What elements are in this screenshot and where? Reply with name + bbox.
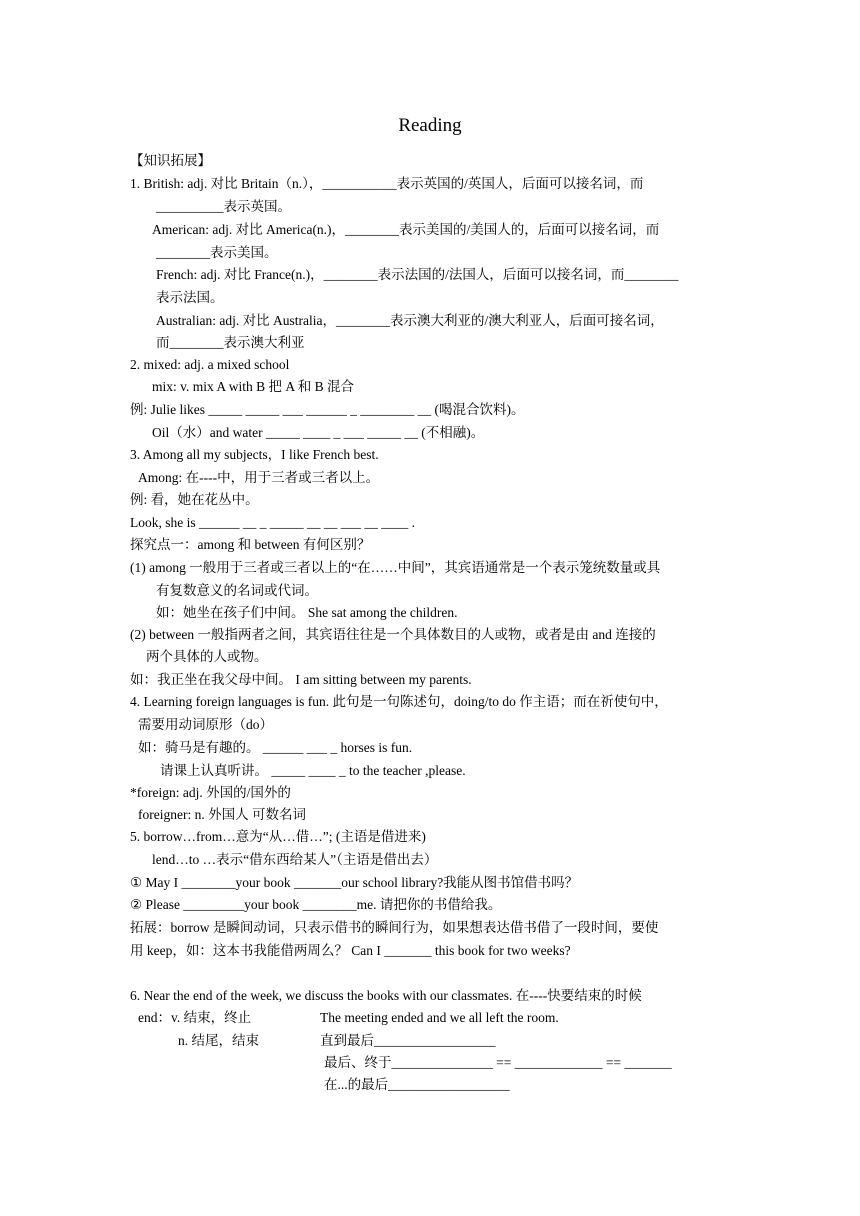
text-line: (1) among 一般用于三者或三者以上的“在……中间”，其宾语通常是一个表示笼统数量或具 — [130, 560, 661, 575]
text-line: lend…to …表示“借东西给某人”（主语是借出去） — [152, 852, 438, 867]
text-line: Look, she is ______ __ _ _____ __ __ ___ __ ____ . — [130, 515, 415, 530]
page-title: Reading — [398, 115, 462, 136]
text-line: 如：我正坐在我父母中间。 I am sitting between my parents. — [130, 672, 472, 687]
text-line: 两个具体的人或物。 — [146, 649, 268, 664]
section-heading: 【知识拓展】 — [130, 153, 211, 168]
text-line: ① May I ________your book _______our school library?我能从图书馆借书吗？ — [130, 875, 579, 890]
text-line: 表示法国。 — [156, 290, 224, 305]
text-line: end：v. 结束，终止 — [138, 1010, 252, 1025]
text-line: ② Please _________your book ________me. 请把你的书借给我。 — [130, 897, 502, 912]
text-line: 例: 看，她在花丛中。 — [130, 492, 259, 507]
text-line: Among: 在----中，用于三者或三者以上。 — [138, 470, 380, 485]
text-line: 用 keep，如：这本书我能借两周么？ Can I _______ this book for two weeks? — [130, 943, 571, 958]
text-line: 需要用动词原形（do） — [138, 717, 273, 732]
text-line: 5. borrow…from…意为“从…借…”; (主语是借进来) — [130, 829, 426, 844]
text-line: __________表示英国。 — [156, 199, 291, 214]
text-line: 而________表示澳大利亚 — [156, 335, 305, 350]
text-line: 如：她坐在孩子们中间。 She sat among the children. — [156, 605, 458, 620]
text-line: 探究点一：among 和 between 有何区别？ — [130, 537, 371, 552]
text-line: 6. Near the end of the week, we discuss the books with our classmates. 在----快要结束的时候 — [130, 988, 642, 1003]
text-line: 最后、终于_______________ == _____________ == _______ — [324, 1055, 672, 1070]
text-line: 例: Julie likes _____ _____ ___ ______ _ ________ __ (喝混合饮料)。 — [130, 402, 525, 417]
text-line: 请课上认真听讲。 _____ ____ _ to the teacher ,please. — [160, 763, 466, 778]
text-line: 在...的最后__________________ — [324, 1077, 510, 1092]
text-line: n. 结尾，结束 — [178, 1033, 259, 1048]
text-line: 直到最后__________________ — [320, 1033, 496, 1048]
text-line: *foreign: adj. 外国的/国外的 — [130, 785, 291, 800]
text-line: mix: v. mix A with B 把 A 和 B 混合 — [152, 379, 355, 394]
text-line: (2) between 一般指两者之间，其宾语往往是一个具体数目的人或物，或者是由 and 连接的 — [130, 627, 656, 642]
text-line: 有复数意义的名词或代词。 — [156, 583, 318, 598]
text-line: 1. British: adj. 对比 Britain（n.），___________表示英国的/英国人，后面可以接名词，而 — [130, 176, 644, 191]
text-line: American: adj. 对比 America(n.)，________表示美国的/美国人的，后面可以接名词，而 — [152, 222, 660, 237]
text-line: 2. mixed: adj. a mixed school — [130, 357, 290, 372]
text-line: Oil（水）and water _____ ____ _ ___ _____ __ (不相融)。 — [152, 425, 485, 440]
text-line: foreigner: n. 外国人 可数名词 — [138, 807, 306, 822]
text-line: French: adj. 对比 France(n.)，________表示法国的/法国人，后面可以接名词，而________ — [156, 267, 679, 282]
text-line: 4. Learning foreign languages is fun. 此句是一句陈述句，doing/to do 作主语；而在祈使句中， — [130, 694, 668, 709]
text-line: Australian: adj. 对比 Australia，________表示澳大利亚的/澳大利亚人，后面可接名词， — [156, 313, 664, 328]
text-line: 3. Among all my subjects，I like French best. — [130, 447, 379, 462]
text-line: The meeting ended and we all left the room. — [320, 1010, 559, 1025]
text-line: 拓展：borrow 是瞬间动词，只表示借书的瞬间行为，如果想表达借书借了一段时间，要使 — [130, 920, 659, 935]
text-line: ________表示美国。 — [156, 245, 278, 260]
text-line: 如：骑马是有趣的。 ______ ___ _ horses is fun. — [138, 740, 413, 755]
